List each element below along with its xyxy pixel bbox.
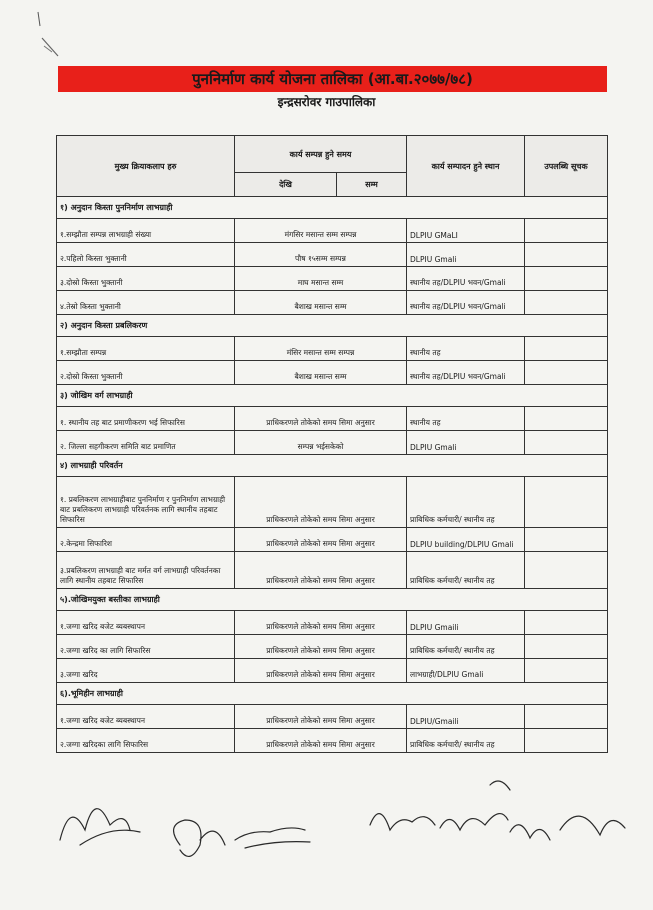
header-to: सम्म (337, 173, 407, 197)
place-cell: प्राबिधिक कर्मचारी/ स्थानीय तह (407, 552, 525, 589)
table-row (57, 219, 608, 243)
section-row (57, 197, 608, 219)
timeframe-cell: बैशाख मसान्त सम्म (235, 291, 407, 315)
table-body (57, 197, 608, 753)
activity-cell: ३.प्रबलिकरण लाभग्राही बाट मर्मत वर्ग लाभग्राही परिवर्तनका लागि स्थानीय तहबाट सिफारिस (57, 552, 235, 589)
indicator-cell (525, 219, 608, 243)
activity-cell: २.केन्द्रमा सिफारिश (57, 528, 235, 552)
indicator-cell (525, 407, 608, 431)
timeframe-cell: प्राधिकरणले तोकेको समय सिमा अनुसार (235, 528, 407, 552)
indicator-cell (525, 337, 608, 361)
activity-cell: १.सम्झौता सम्पन्न (57, 337, 235, 361)
table-row (57, 635, 608, 659)
signature-2 (174, 820, 310, 856)
section-row (57, 589, 608, 611)
timeframe-cell: माघ मसान्त सम्म (235, 267, 407, 291)
timeframe-cell: प्राधिकरणले तोकेको समय सिमा अनुसार (235, 635, 407, 659)
page-subtitle: इन्द्रसरोवर गाउपालिका (277, 95, 376, 109)
place-cell: DLPIU building/DLPIU Gmali (407, 528, 525, 552)
section-row (57, 385, 608, 407)
timeframe-cell: प्राधिकरणले तोकेको समय सिमा अनुसार (235, 407, 407, 431)
activity-cell: ४.तेस्रो किस्ता भुक्तानी (57, 291, 235, 315)
activity-cell: १. प्रबलिकरण लाभग्राहीबाट पुननिर्माण र पुननिर्माण लाभग्राही बाट प्रबलिकरण लाभग्राही परिवर्तनक लागि स्थानीय तहबाट सिफारिस (57, 477, 235, 528)
indicator-cell (525, 635, 608, 659)
activity-cell: २.जग्गा खरिद का लागि सिफारिस (57, 635, 235, 659)
timeframe-cell: प्राधिकरणले तोकेको समय सिमा अनुसार (235, 705, 407, 729)
table-row (57, 361, 608, 385)
table-row (57, 407, 608, 431)
title-banner (58, 66, 607, 92)
place-cell: DLPIU Gmali (407, 243, 525, 267)
section-title: ३) जोखिम वर्ग लाभग्राही (57, 385, 608, 407)
indicator-cell (525, 552, 608, 589)
table-row (57, 659, 608, 683)
activity-cell: २.दोस्रो किस्ता भुक्तानी (57, 361, 235, 385)
activity-cell: १. स्थानीय तह बाट प्रमाणीकरण भई सिफारिस (57, 407, 235, 431)
page-title: पुननिर्माण कार्य योजना तालिका (आ.बा.२०७७/७८) (192, 70, 473, 88)
place-cell: स्थानीय तह/DLPIU भवन/Gmali (407, 291, 525, 315)
indicator-cell (525, 611, 608, 635)
section-row (57, 455, 608, 477)
header-from: देखि (235, 173, 337, 197)
timeframe-cell: मंगसिर मसान्त सम्म सम्पन्न (235, 219, 407, 243)
table-row (57, 611, 608, 635)
table-row (57, 729, 608, 753)
table-row (57, 477, 608, 528)
place-cell: स्थानीय तह/DLPIU भवन/Gmali (407, 361, 525, 385)
table-row (57, 705, 608, 729)
indicator-cell (525, 291, 608, 315)
timeframe-cell: बैशाख मसान्त सम्म (235, 361, 407, 385)
table-row (57, 552, 608, 589)
timeframe-cell: पौष १५सम्म सम्पन्न (235, 243, 407, 267)
section-title: २) अनुदान किस्ता प्रबलिकरण (57, 315, 608, 337)
indicator-cell (525, 431, 608, 455)
section-row (57, 315, 608, 337)
signature-3 (370, 781, 510, 830)
place-cell: DLPIU Gmali (407, 431, 525, 455)
indicator-cell (525, 267, 608, 291)
place-cell: प्राबिधिक कर्मचारी/ स्थानीय तह (407, 635, 525, 659)
activity-cell: २.पहिलो किस्ता भुक्तानी (57, 243, 235, 267)
timeframe-cell: प्राधिकरणले तोकेको समय सिमा अनुसार (235, 659, 407, 683)
place-cell: DLPIU/Gmaili (407, 705, 525, 729)
indicator-cell (525, 361, 608, 385)
timeframe-cell: प्राधिकरणले तोकेको समय सिमा अनुसार (235, 611, 407, 635)
header-place: कार्य सम्पादन हुने स्थान (407, 136, 525, 197)
place-cell: स्थानीय तह (407, 337, 525, 361)
activity-cell: २.जग्गा खरिदका लागि सिफारिस (57, 729, 235, 753)
signature-4 (510, 816, 625, 840)
activity-cell: १.जग्गा खरिद बजेट ब्यबस्थापन (57, 705, 235, 729)
section-row (57, 683, 608, 705)
header-indicator: उपलब्धि सूचक (525, 136, 608, 197)
signature-area (40, 770, 630, 900)
table-row (57, 267, 608, 291)
action-plan-table (56, 135, 608, 753)
signature-1 (60, 809, 140, 845)
place-cell: लाभग्राही/DLPIU Gmali (407, 659, 525, 683)
place-cell: स्थानीय तह (407, 407, 525, 431)
timeframe-cell: प्राधिकरणले तोकेको समय सिमा अनुसार (235, 477, 407, 528)
timeframe-cell: मंसिर मसान्त सम्म सम्पन्न (235, 337, 407, 361)
table-row (57, 337, 608, 361)
indicator-cell (525, 477, 608, 528)
header-timeframe: कार्य सम्पन्न हुने समय (235, 136, 407, 173)
indicator-cell (525, 729, 608, 753)
indicator-cell (525, 705, 608, 729)
table-row (57, 431, 608, 455)
activity-cell: २. जिल्ला सहगीकरण समिति बाट प्रमाणित (57, 431, 235, 455)
section-title: ५).जोखिमयुक्त बस्तीका लाभग्राही (57, 589, 608, 611)
place-cell: स्थानीय तह/DLPIU भवन/Gmali (407, 267, 525, 291)
place-cell: DLPIU GMaLI (407, 219, 525, 243)
place-cell: प्राबिधिक कर्मचारी/ स्थानीय तह (407, 729, 525, 753)
activity-cell: १.जग्गा खरिद बजेट ब्यबस्थापन (57, 611, 235, 635)
timeframe-cell: प्राधिकरणले तोकेको समय सिमा अनुसार (235, 729, 407, 753)
indicator-cell (525, 659, 608, 683)
timeframe-cell: प्राधिकरणले तोकेको समय सिमा अनुसार (235, 552, 407, 589)
place-cell: प्राबिधिक कर्मचारी/ स्थानीय तह (407, 477, 525, 528)
scan-marks (30, 8, 70, 68)
section-title: १) अनुदान किस्ता पुननिर्माण लाभग्राही (57, 197, 608, 219)
table-row (57, 291, 608, 315)
indicator-cell (525, 243, 608, 267)
activity-cell: ३.दोस्रो किस्ता भुक्तानी (57, 267, 235, 291)
activity-cell: १.सम्झौता सम्पन्न लाभग्राही संख्या (57, 219, 235, 243)
section-title: ४) लाभग्राही परिवर्तन (57, 455, 608, 477)
timeframe-cell: सम्पन्न भईसकेको (235, 431, 407, 455)
indicator-cell (525, 528, 608, 552)
section-title: ६).भूमिहीन लाभग्राही (57, 683, 608, 705)
header-activities: मुख्य क्रियाकलाप हरु (57, 136, 235, 197)
place-cell: DLPIU Gmaili (407, 611, 525, 635)
activity-cell: ३.जग्गा खरिद (57, 659, 235, 683)
table-row (57, 243, 608, 267)
table-row (57, 528, 608, 552)
